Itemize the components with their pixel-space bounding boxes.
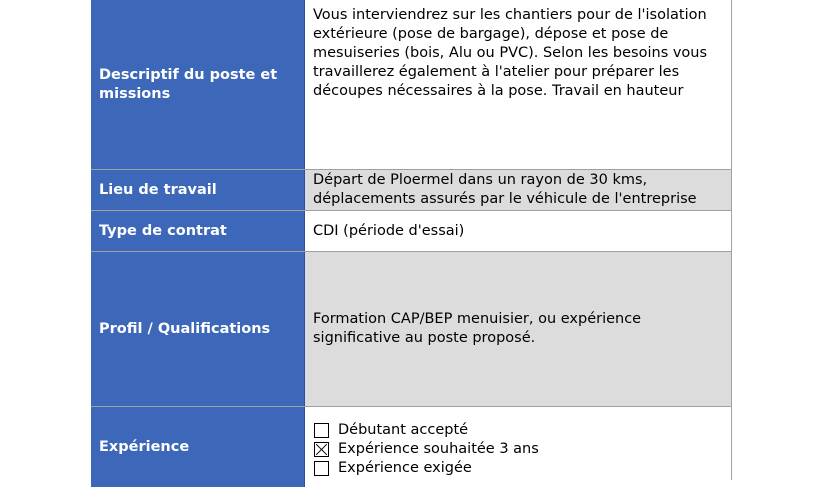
row-experience — [91, 406, 731, 487]
checkbox[interactable] — [314, 461, 329, 476]
experience-options — [305, 407, 731, 487]
row-label: Profil / Qualifications — [91, 252, 305, 406]
option-label: Expérience exigée — [338, 460, 472, 476]
row-value — [305, 211, 731, 251]
checkbox[interactable] — [314, 423, 329, 438]
workplace-text: Départ de Ploermel dans un rayon de 30 kms, déplacements assurés par le véhicule de l'entreprise — [313, 172, 697, 207]
job-description-text: Vous interviendrez sur les chantiers pour de l'isolation extérieure (pose de bargage), dépose et pose de mesuiseries (bois, Alu ou PVC). Selon les besoins vous travaillerez également à l'atelier pour préparer les découpes nécessaires à la pose. Travail en hauteur — [313, 7, 708, 99]
option-label: Débutant accepté — [338, 422, 469, 438]
row-value — [305, 252, 731, 406]
table-right-border — [731, 0, 732, 480]
row-value — [305, 170, 731, 210]
row-profile — [91, 251, 731, 406]
contract-type-text: CDI (période d'essai) — [313, 222, 465, 239]
profile-text: Formation CAP/BEP menuisier, ou expérience significative au poste proposé. — [313, 311, 642, 346]
row-label: Expérience — [91, 407, 305, 487]
row-workplace — [91, 169, 731, 210]
row-label: Type de contrat — [91, 211, 305, 251]
row-label: Lieu de travail — [91, 170, 305, 210]
row-job-description — [91, 0, 731, 169]
job-offer-table — [91, 0, 731, 487]
experience-option-required[interactable] — [313, 459, 723, 478]
checkbox[interactable] — [314, 442, 329, 457]
experience-option-3-years[interactable] — [313, 440, 723, 459]
option-label: Expérience souhaitée 3 ans — [338, 441, 539, 457]
row-contract-type — [91, 210, 731, 251]
experience-option-beginner[interactable] — [313, 421, 723, 440]
row-value — [305, 0, 731, 169]
row-label: Descriptif du poste et missions — [91, 0, 305, 169]
